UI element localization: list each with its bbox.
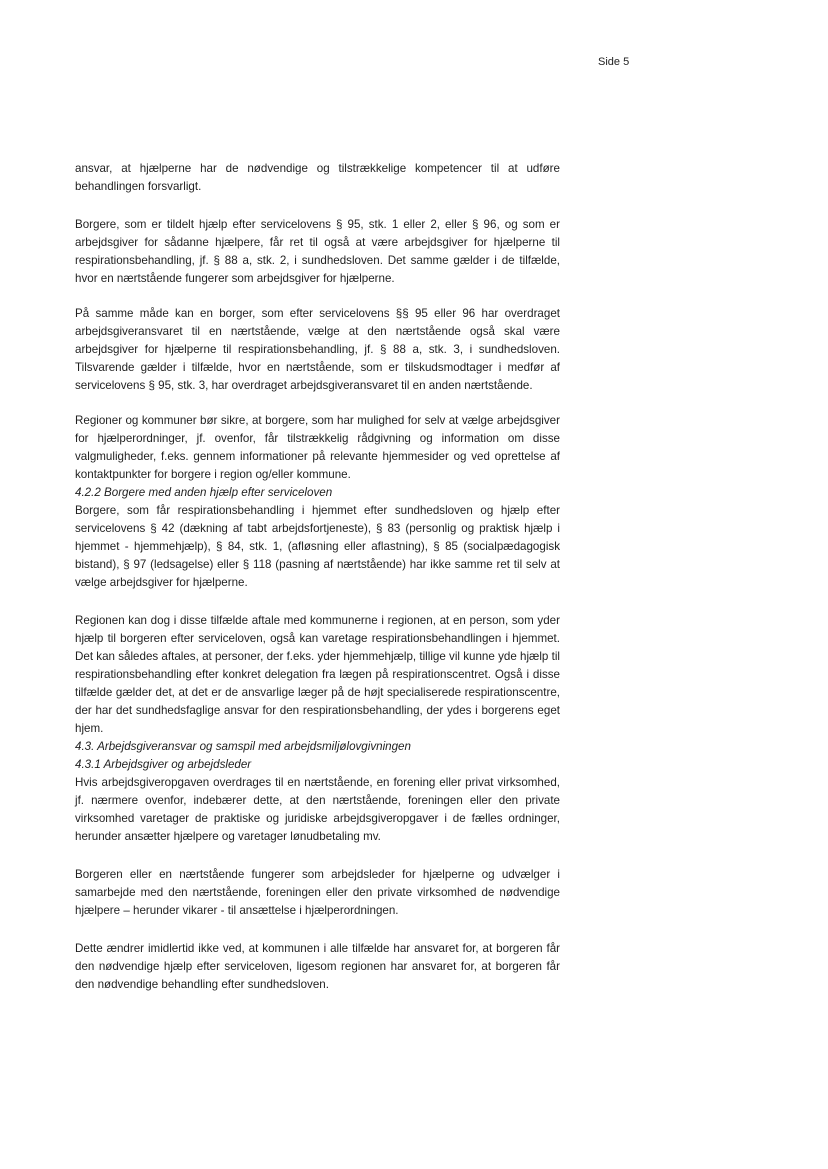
paragraph: Borgeren eller en nærtstående fungerer som arbejdsleder for hjælperne og udvælger i samarbejde med den nærtstående, foreningen eller den private virksomhed de nødvendige hjælpere – herunder vikarer - til ansættelse i hjælperordningen. <box>75 868 560 917</box>
paragraph: Borgere, som får respirationsbehandling i hjemmet efter sundhedsloven og hjælp efter servicelovens § 42 (dækning af tabt arbejdsfortjeneste), § 83 (personlig og praktisk hjælp i hjemmet - hjemmehjælp), § 84, stk. 1, (afløsning eller aflastning), § 85 (socialpædagogisk bistand), § 97 (ledsagelse) eller § 118 (pasning af nærtstående) har ikke samme ret til selv at vælge arbejdsgiver for hjælperne. <box>75 504 560 589</box>
paragraph: Regioner og kommuner bør sikre, at borgere, som har mulighed for selv at vælge arbejdsgiver for hjælperordninger, jf. ovenfor, får tilstrækkelig rådgivning og information om disse valgmuligheder, f.eks. gennem informationer på relevante hjemmesider og ved oprettelse af kontaktpunkter for borgere i region og/eller kommune. <box>75 414 560 481</box>
paragraph: Hvis arbejdsgiveropgaven overdrages til en nærtstående, en forening eller privat virksomhed, jf. nærmere ovenfor, indebærer dette, at den nærtstående, foreningen eller den private virksomhed varetager de praktiske og juridiske arbejdsgiveropgaver i de fælles ordninger, herunder ansætter hjælpere og varetager lønudbetaling mv. <box>75 776 560 843</box>
paragraph: Borgere, som er tildelt hjælp efter servicelovens § 95, stk. 1 eller 2, eller § 96, og som er arbejdsgiver for sådanne hjælpere, får ret til også at være arbejdsgiver for hjælperne til respirationsbehandling, jf. § 88 a, stk. 2, i sundhedsloven. Det samme gælder i de tilfælde, hvor en nærtstående fungerer som arbejdsgiver for hjælperne. <box>75 218 560 285</box>
paragraph: Regionen kan dog i disse tilfælde aftale med kommunerne i regionen, at en person, som yder hjælp til borgeren efter serviceloven, også kan varetage respirationsbehandlingen i hjemmet. Det kan således aftales, at personer, der f.eks. yder hjemmehjælp, tillige vil kunne yde hjælp til respirationsbehandling efter konkret delegation fra lægen på respirationscentret. Også i disse tilfælde gælder det, at det er de ansvarlige læger på de højt specialiserede respirationscentre, der har det sundhedsfaglige ansvar for den respirationsbehandling, der ydes i borgerens eget hjem. <box>75 614 560 735</box>
section-heading-4-3: 4.3. Arbejdsgiveransvar og samspil med arbejdsmiljølovgivningen <box>75 740 411 753</box>
document-body <box>75 160 560 994</box>
section-heading-4-3-1: 4.3.1 Arbejdsgiver og arbejdsleder <box>75 758 252 771</box>
section-heading-4-2-2: 4.2.2 Borgere med anden hjælp efter serviceloven <box>75 486 333 499</box>
paragraph: Dette ændrer imidlertid ikke ved, at kommunen i alle tilfælde har ansvaret for, at borgeren får den nødvendige hjælp efter serviceloven, ligesom regionen har ansvaret for, at borgeren får den nødvendige behandling efter sundhedsloven. <box>75 942 560 991</box>
page-number: Side 5 <box>598 56 630 68</box>
paragraph: ansvar, at hjælperne har de nødvendige og tilstrækkelige kompetencer til at udføre behandlingen forsvarligt. <box>75 162 560 193</box>
paragraph: På samme måde kan en borger, som efter servicelovens §§ 95 eller 96 har overdraget arbejdsgiveransvaret til en nærtstående, vælge at den nærtstående også skal være arbejdsgiver for hjælperne til respirationsbehandling, jf. § 88 a, stk. 3, i sundhedsloven. Tilsvarende gælder i tilfælde, hvor en nærtstående, som er tilskudsmodtager i medfør af servicelovens § 95, stk. 3, har overdraget arbejdsgiveransvaret til en anden nærtstående. <box>75 307 560 392</box>
